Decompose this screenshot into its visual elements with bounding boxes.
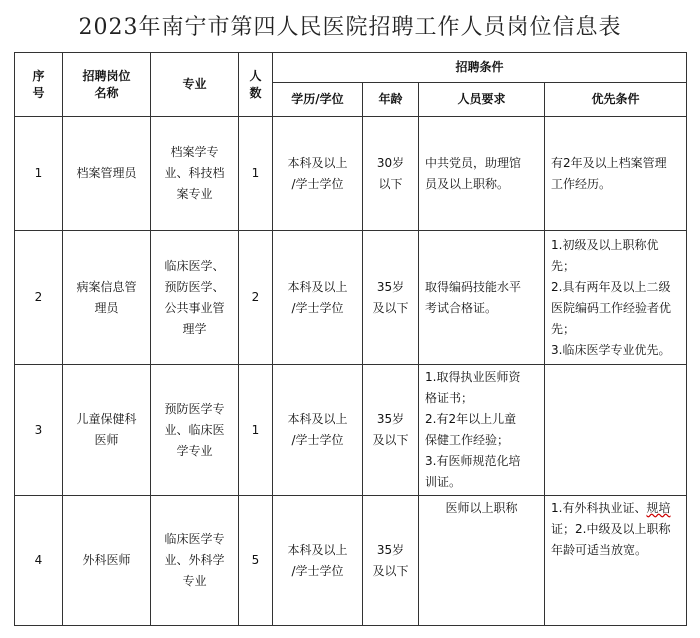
header-requirements: 人员要求 xyxy=(419,83,545,117)
cell-major: 预防医学专 业、临床医 学专业 xyxy=(151,365,239,496)
cell-requirements: 取得编码技能水平 考试合格证。 xyxy=(419,231,545,365)
cell-education: 本科及以上 /学士学位 xyxy=(273,496,363,626)
cell-requirements: 医师以上职称 xyxy=(419,496,545,626)
header-age: 年龄 xyxy=(363,83,419,117)
recruitment-table xyxy=(14,52,687,626)
header-major: 专业 xyxy=(151,53,239,117)
cell-age: 35岁 及以下 xyxy=(363,496,419,626)
cell-requirements: 中共党员，助理馆 员及以上职称。 xyxy=(419,117,545,231)
header-education: 学历/学位 xyxy=(273,83,363,117)
cell-priority: 1.有外科执业证、规培 证；2.中级及以上职称 年龄可适当放宽。 xyxy=(545,496,687,626)
cell-seq: 1 xyxy=(15,117,63,231)
cell-major: 临床医学、 预防医学、 公共事业管 理学 xyxy=(151,231,239,365)
cell-education: 本科及以上 /学士学位 xyxy=(273,365,363,496)
cell-count: 1 xyxy=(239,117,273,231)
cell-count: 1 xyxy=(239,365,273,496)
cell-count: 5 xyxy=(239,496,273,626)
header-seq: 序 号 xyxy=(15,53,63,117)
cell-position: 病案信息管 理员 xyxy=(63,231,151,365)
table-row xyxy=(15,496,687,626)
header-conditions: 招聘条件 xyxy=(273,53,687,83)
cell-education: 本科及以上 /学士学位 xyxy=(273,117,363,231)
header-count: 人 数 xyxy=(239,53,273,117)
table-row xyxy=(15,365,687,496)
cell-priority xyxy=(545,365,687,496)
cell-position: 档案管理员 xyxy=(63,117,151,231)
cell-age: 30岁 以下 xyxy=(363,117,419,231)
cell-education: 本科及以上 /学士学位 xyxy=(273,231,363,365)
spellcheck-underline: 规培 xyxy=(646,501,671,515)
table-row xyxy=(15,117,687,231)
cell-age: 35岁 及以下 xyxy=(363,365,419,496)
cell-age: 35岁 及以下 xyxy=(363,231,419,365)
cell-position: 外科医师 xyxy=(63,496,151,626)
cell-major: 档案学专 业、科技档 案专业 xyxy=(151,117,239,231)
cell-seq: 2 xyxy=(15,231,63,365)
cell-position: 儿童保健科 医师 xyxy=(63,365,151,496)
table-row xyxy=(15,231,687,365)
cell-priority: 1.初级及以上职称优 先； 2.具有两年及以上二级 医院编码工作经验者优 先； 3.临床医学专业优先。 xyxy=(545,231,687,365)
cell-major: 临床医学专 业、外科学 专业 xyxy=(151,496,239,626)
cell-requirements: 1.取得执业医师资 格证书； 2.有2年以上儿童 保健工作经验； 3.有医师规范化培 训证。 xyxy=(419,365,545,496)
header-position: 招聘岗位 名称 xyxy=(63,53,151,117)
cell-count: 2 xyxy=(239,231,273,365)
cell-priority: 有2年及以上档案管理 工作经历。 xyxy=(545,117,687,231)
cell-seq: 3 xyxy=(15,365,63,496)
header-priority: 优先条件 xyxy=(545,83,687,117)
cell-seq: 4 xyxy=(15,496,63,626)
page-title: 2023年南宁市第四人民医院招聘工作人员岗位信息表 xyxy=(78,15,622,40)
